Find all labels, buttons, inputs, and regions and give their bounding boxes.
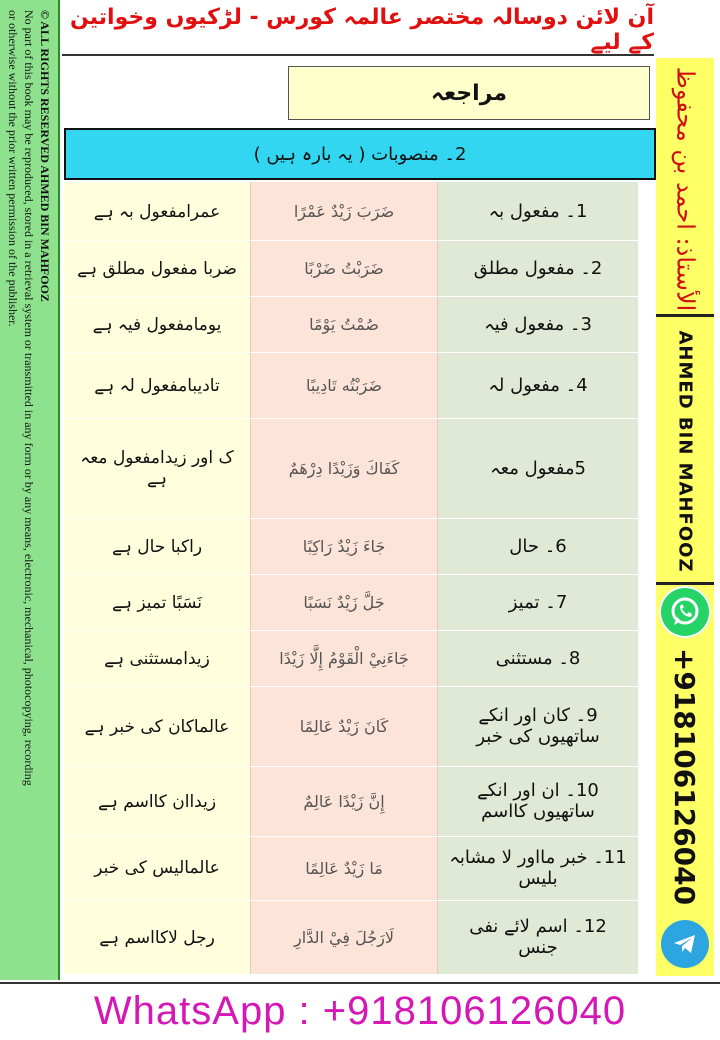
arabic-example: جَاءَنِيْ الْقَوْمُ إِلَّا زَيْدًا [250,630,438,686]
urdu-explanation: ضربا مفعول مطلق ہے [64,240,250,296]
grammar-term: 4۔ مفعول لہ [438,352,638,418]
urdu-explanation: عالماکان کی خبر ہے [64,686,250,766]
arabic-example: جَلَّ زَيْدٌ نَسَبًا [250,574,438,630]
teacher-label [656,64,714,314]
grammar-term: 11۔ خبر مااور لا مشابہ بلیس [438,836,638,900]
arabic-example: ضَرَبْتُه تَادِيبًا [250,352,438,418]
urdu-explanation: عمرامفعول بہ ہے [64,182,250,240]
right-sidebar [656,58,714,976]
arabic-example: لَارَجُلَ فِيْ الدَّارِ [250,900,438,974]
grammar-term: 3۔ مفعول فیہ [438,296,638,352]
phone-label [656,647,714,905]
arabic-example: إِنَّ زَيْدًا عَالِمٌ [250,766,438,836]
table-row [64,900,638,974]
table-row [64,630,638,686]
sidebar-divider [656,582,714,585]
telegram-glyph [670,929,700,959]
row-divider [64,518,638,519]
row-divider [64,836,638,837]
table-row [64,296,638,352]
urdu-explanation: تادیبامفعول لہ ہے [64,352,250,418]
table-row [64,686,638,766]
table-row [64,182,638,240]
telegram-icon[interactable] [661,920,709,968]
arabic-example: ضَرَبْتُ ضَرْبًا [250,240,438,296]
arabic-example: كَفَاكَ وَزَيْدًا دِرْهَمٌ [250,418,438,518]
subject-box [288,66,650,120]
grammar-term: 6۔ حال [438,518,638,574]
table-row [64,418,638,518]
urdu-explanation: ک اور زیدامفعول معہ ہے [64,418,250,518]
arabic-example: مَا زَيْدٌ عَالِمًا [250,836,438,900]
row-divider [64,900,638,901]
urdu-explanation: نَسَبًا تمیز ہے [64,574,250,630]
urdu-explanation: رجل لاکااسم ہے [64,900,250,974]
arabic-example: كَانَ زَيْدٌ عَالِمًا [250,686,438,766]
grammar-term: 1۔ مفعول بہ [438,182,638,240]
copyright-line-3: or otherwise without the prior written permission of the publisher. [6,10,20,327]
section-title: 2۔ منصوبات ( یہ بارہ ہیں ) [253,143,467,165]
arabic-example: صُمْتُ يَوْمًا [250,296,438,352]
row-divider [64,352,638,353]
grammar-term: 5مفعول معہ [438,418,638,518]
row-divider [64,418,638,419]
footer [0,982,720,1038]
table-row [64,352,638,418]
teacher-name: الأستاذ: احمد بن محفوظ [671,66,699,312]
urdu-explanation: زیدامستثنی ہے [64,630,250,686]
row-divider [64,240,638,241]
whatsapp-icon[interactable] [659,586,711,638]
urdu-explanation: عالمالیس کی خبر [64,836,250,900]
copyright-line-1: © ALL RIGHTS RESERVED AHMED BIN MAHFOOZ [38,10,52,302]
row-divider [64,766,638,767]
course-header [62,6,654,56]
course-title: آن لائن دوسالہ مختصر عالمہ کورس - لڑکیوں وخواتین کے لیے [70,5,654,55]
table-row [64,766,638,836]
table-row [64,574,638,630]
urdu-explanation: زیداان کااسم ہے [64,766,250,836]
arabic-example: ضَرَبَ زَيْدٌ عَمْرًا [250,182,438,240]
brand-name: AHMED BIN MAHFOOZ [674,329,696,573]
table-row [64,836,638,900]
phone-number[interactable]: +918106126040 [668,647,702,905]
row-divider [64,630,638,631]
grammar-term: 8۔ مستثنی [438,630,638,686]
section-banner [64,128,656,180]
grammar-term: 12۔ اسم لائے نفی جنس [438,900,638,974]
row-divider [64,296,638,297]
row-divider [64,686,638,687]
urdu-explanation: یومامفعول فیہ ہے [64,296,250,352]
sidebar-divider [656,314,714,317]
grammar-term: 7۔ تمیز [438,574,638,630]
urdu-explanation: راکبا حال ہے [64,518,250,574]
copyright-strip [0,0,60,980]
subject-title: مراجعہ [430,80,507,106]
copyright-line-2: No part of this book may be reproduced, stored in a retrieval system or transmitted in any form or by any means, electronic, mechanical, photocopying, recording [22,10,36,786]
brand-label [656,320,714,582]
whatsapp-glyph [668,595,702,629]
grammar-table [64,182,638,974]
table-row [64,240,638,296]
grammar-term: 2۔ مفعول مطلق [438,240,638,296]
row-divider [64,574,638,575]
table-row [64,518,638,574]
grammar-term: 9۔ کان اور انکے ساتھیوں کی خبر [438,686,638,766]
whatsapp-footer[interactable]: WhatsApp : +918106126040 [93,988,627,1033]
arabic-example: جَاءَ زَيْدٌ رَاكِبًا [250,518,438,574]
grammar-term: 10۔ ان اور انکے ساتھیوں کااسم [438,766,638,836]
copyright-text [5,10,53,970]
